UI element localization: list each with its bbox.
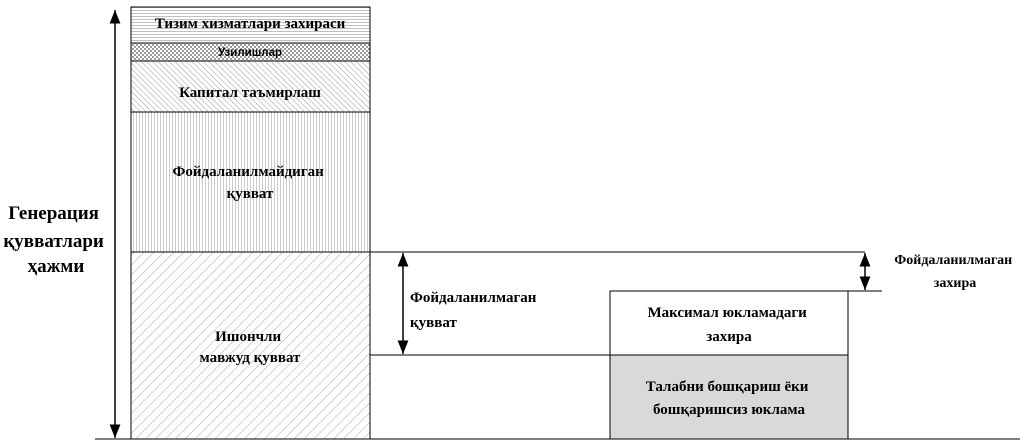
capital-repair-label: Капитал таъмирлаш [179,85,321,101]
reliable-capacity-label: Ишончли мавжуд қувват [199,329,301,366]
generation-stack [131,7,370,439]
outages-label: Узилишлар [217,47,283,59]
system-reserve-label: Тизим хизматлари захираси [154,16,346,32]
demand-label: Талабни бошқариш ёки бошқаришсиз юклама [645,379,809,418]
segment-reliable-capacity [131,252,370,439]
unused-reserve-label: Фойдаланилмаган захира [894,253,1013,291]
peak-reserve-box [610,291,848,355]
unused-capacity-label: Фойдаланилмайдиган қувват [172,164,324,202]
segment-unused-capacity [131,112,370,252]
axis-label: Генерация қувватлари ҳажми [3,203,104,277]
middle-unused-capacity-label: Фойдаланилмаган қувват [410,290,537,331]
peak-reserve-label: Максимал юкламадаги захира [647,305,807,345]
demand-box [610,355,848,439]
